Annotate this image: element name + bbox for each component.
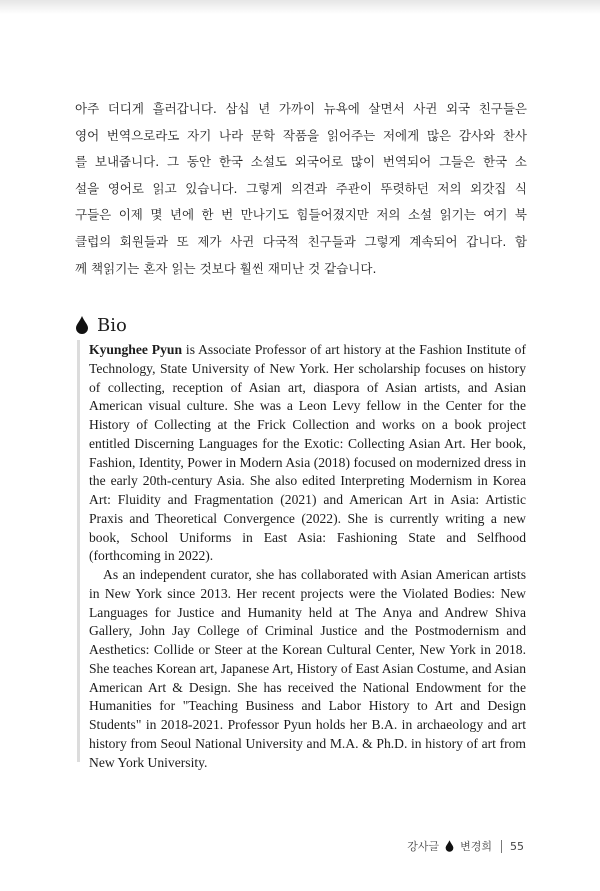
korean-line: 아주 더디게 흘러갑니다. 삼십 년 가까이 뉴욕에 살면서 사귄 외국 친구들은 — [75, 101, 527, 116]
footer-section: 강사글 — [407, 840, 440, 853]
drop-icon — [75, 316, 89, 334]
korean-line: 영어 번역으로라도 자기 나라 문학 작품을 읽어주는 저에게 많은 감사와 찬사 — [75, 127, 527, 143]
page-top-shadow — [0, 0, 600, 14]
bio-body — [89, 341, 526, 772]
author-name: Kyunghee Pyun — [89, 342, 183, 357]
bio-paragraph: As an independent curator, she has collaborated with Asian American artists in New York since 2013. Her recent projects were the Violated Bodies: New Languages for Justice and Humanity held at The Anya and Andrew Shiva Gallery, John Jay College of Criminal Justice and the Postmodernism and Aesthetics: Collide or Steer at the Korean Cultural Center, New York in 2018. She teaches Korean art, Japanese Art, History of East Asian Costume, and Asian American Art & Design. She has received the National Endowment for the Humanities for "Teaching Business and Labor History to Art and Design Students" in 2018-2021. Professor Pyun holds her B.A. in archaeology and art history from Seoul National University and M.A. & Ph.D. in history of art from New York University. — [89, 567, 526, 770]
korean-line: 께 책읽기는 혼자 읽는 것보다 훨씬 재미난 것 같습니다. — [75, 260, 377, 276]
bio-paragraph — [89, 341, 526, 566]
footer-author: 변경희 — [460, 840, 492, 853]
korean-line: 설을 영어로 읽고 있습니다. 그렇게 의견과 주관이 뚜렷하던 저의 외갓집 식 — [75, 180, 527, 196]
drop-icon — [445, 840, 454, 852]
bio-sidebar-rule — [77, 340, 80, 762]
bio-paragraph-text: is Associate Professor of art history at the Fashion Institute of Technology, State University of New York. Her scholarship focuses on history of collecting, reception of Asian art, diaspora of Asian artists, and Asian American visual culture. She was a Leon Levy fellow in the Center for the History of Collecting at the Frick Collection and works on a book project entitled Discerning Languages for the Exotic: Collecting Asian Art. Her book, Fashion, Identity, Power in Modern Asia (2018) focused on modernized dress in the early 20th-century Asia. She also edited Interpreting Modernism in Korea Art: Fluidity and Fragmentation (2021) and American Art in Asia: Artistic Praxis and Theoretical Convergence (2022). She is currently writing a new book, School Uniforms in East Asia: Fashioning State and Selfhood (forthcoming in 2022). — [89, 342, 526, 564]
korean-line: 를 보내줍니다. 그 동안 한국 소설도 외국어로 많이 번역되어 그들은 한국 소 — [75, 154, 527, 170]
korean-line: 클럽의 회원들과 또 제가 사귄 다국적 친구들과 그렇게 계속되어 갑니다. 함 — [75, 233, 527, 249]
bio-heading — [75, 313, 127, 337]
page-number: 55 — [510, 839, 524, 853]
page-footer — [407, 838, 524, 854]
bio-title: Bio — [97, 314, 127, 336]
footer-separator — [501, 840, 502, 853]
korean-line: 구들은 이제 몇 년에 한 번 만나기도 힘들어졌지만 저의 소설 읽기는 여기 북 — [75, 207, 527, 223]
korean-paragraph — [75, 96, 527, 282]
